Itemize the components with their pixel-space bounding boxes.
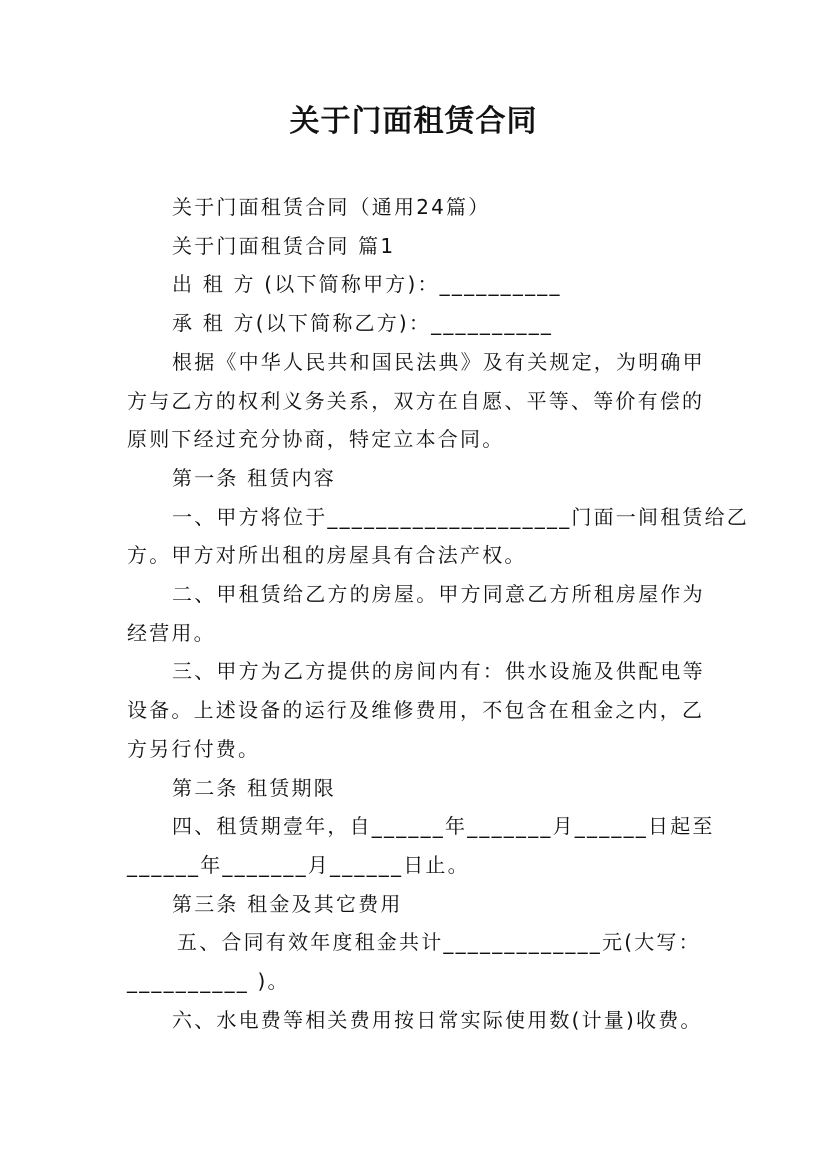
lessor-line: 出 租 方 (以下简称甲方)：__________ xyxy=(172,272,562,297)
paragraph-line: 根据《中华人民共和国民法典》及有关规定，为明确甲 xyxy=(172,349,705,374)
lessee-line: 承 租 方(以下简称乙方)：__________ xyxy=(172,311,554,336)
subtitle-line: 关于门面租赁合同（通用24篇） xyxy=(172,195,491,219)
paragraph-line: 方与乙方的权利义务关系，双方在自愿、平等、等价有偿的 xyxy=(127,388,705,413)
paragraph-line: 经营用。 xyxy=(127,620,216,645)
paragraph-line: 一、甲方将位于____________________门面一间租赁给乙 xyxy=(172,504,749,529)
article-heading: 第二条 租赁期限 xyxy=(172,775,336,800)
article-heading: 第三条 租金及其它费用 xyxy=(172,891,403,916)
paragraph-line: 方另行付费。 xyxy=(127,736,261,761)
section-heading: 关于门面租赁合同 篇1 xyxy=(172,233,396,258)
paragraph-line: 三、甲方为乙方提供的房间内有：供水设施及供配电等 xyxy=(172,659,705,684)
paragraph-line: __________ )。 xyxy=(127,969,290,994)
document-title: 关于门面租赁合同 xyxy=(289,104,538,139)
paragraph-line: 二、甲租赁给乙方的房屋。甲方同意乙方所租房屋作为 xyxy=(172,582,705,607)
document-body xyxy=(127,188,749,1039)
paragraph-line: 五、合同有效年度租金共计_____________元(大写： xyxy=(177,930,701,955)
paragraph-line: 设备。上述设备的运行及维修费用，不包含在租金之内，乙 xyxy=(127,698,705,723)
paragraph-line: 四、租赁期壹年，自______年_______月______日起至 xyxy=(172,814,715,839)
article-heading: 第一条 租赁内容 xyxy=(172,465,336,490)
paragraph-line: 原则下经过充分协商，特定立本合同。 xyxy=(127,427,505,452)
paragraph-line: 方。甲方对所出租的房屋具有合法产权。 xyxy=(127,543,527,568)
paragraph-line: ______年_______月______日止。 xyxy=(127,852,470,877)
paragraph-line: 六、水电费等相关费用按日常实际使用数(计量)收费。 xyxy=(172,1007,703,1032)
